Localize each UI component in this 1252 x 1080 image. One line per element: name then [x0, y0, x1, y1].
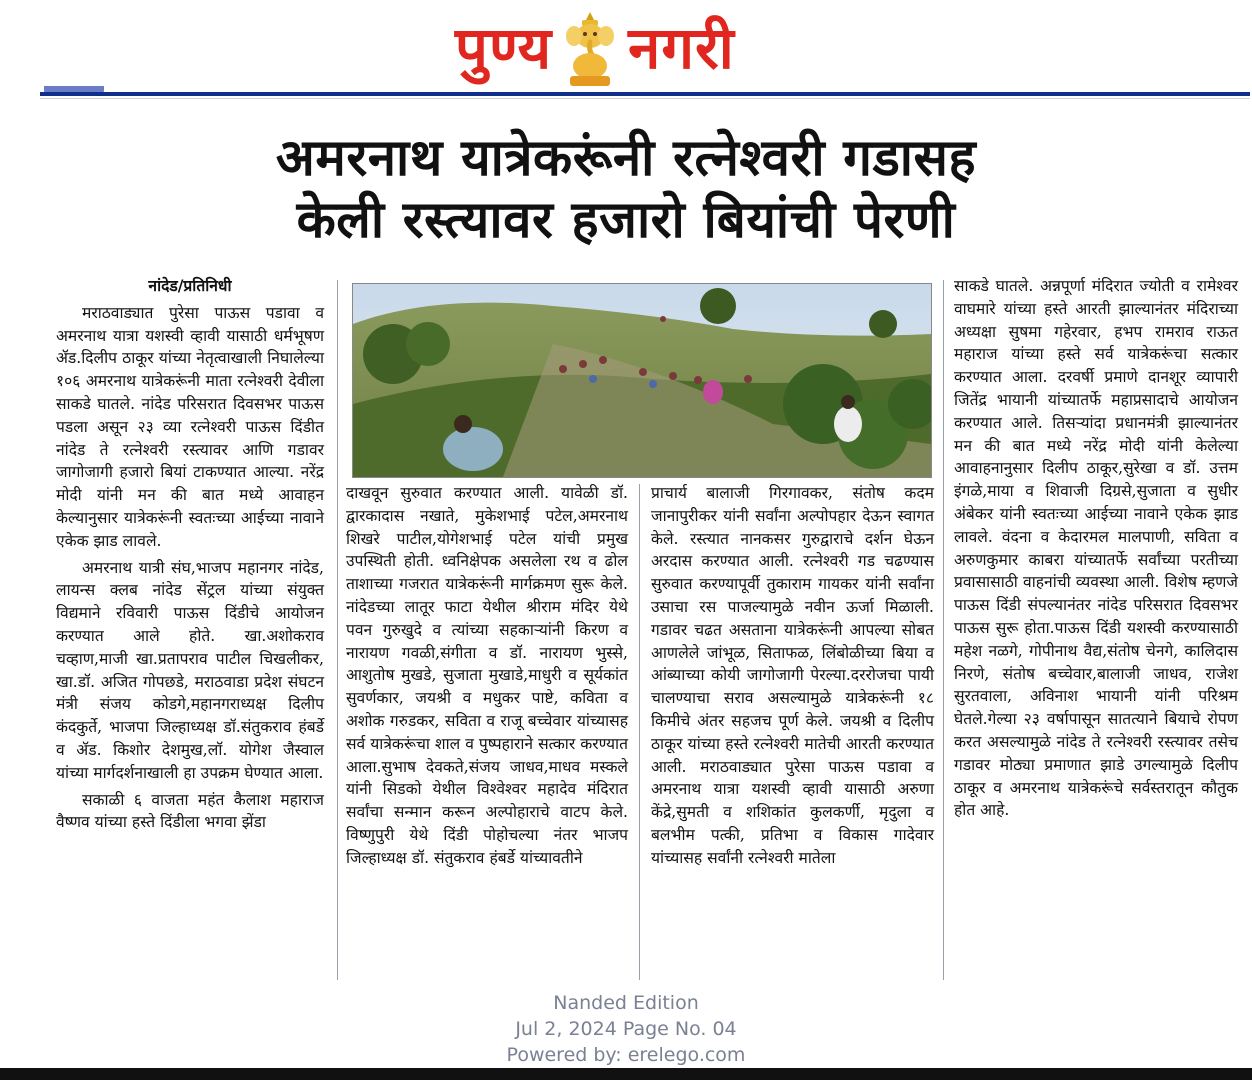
- hillside-planting-photo: [353, 284, 931, 477]
- bottom-bar: [0, 1068, 1252, 1080]
- newspaper-logo: [455, 8, 735, 88]
- col3-text: प्राचार्य बालाजी गिरगावकर, संतोष कदम जानापुरीकर यांनी सर्वांना अल्पोपहार देऊन स्वागत केले. रस्त्यात नानकसर गुरुद्वाराचे दर्शन घेऊन अरदास करण्यात आली. रत्नेश्वरी गड चढण्यास सुरुवात करण्यापूर्वी तुकाराम गायकर यांनी सर्वांना उसाचा रस पाजल्यामुळे नवीन ऊर्जा मिळाली. गडावर चढत असताना यात्रेकरूंनी आपल्या सोबत आणलेले जांभूळ, सिताफळ, लिंबोळीच्या बिया व आंब्याच्या कोयी जागोजागी पेरल्या.दररोजचा पायी चालण्याचा सराव असल्यामुळे यात्रेकरूंनी १८ किमीचे अंतर सहजच पूर्ण केले. जयश्री व दिलीप ठाकूर यांच्या हस्ते रत्नेश्वरी मातेची आरती करण्यात आली. मराठवाड्यात पुरेसा पाऊस पडावा व अमरनाथ यात्रा यशस्वी व्हावी यासाठी अरुणा केंद्रे,सुमती व शशिकांत कुलकर्णी, मृदुला व बलभीम पत्की, प्रतिभा व विकास गादेवार यांच्यासह सर्वांनी रत्नेश्वरी मातेला: [651, 484, 934, 867]
- masthead-rule: [40, 92, 1250, 96]
- logo-right-word: नगरी: [628, 14, 735, 82]
- article-column-2: [346, 482, 628, 982]
- col1-paragraph-2: अमरनाथ यात्री संघ,भाजप महानगर नांदेड, लायन्स क्लब नांदेड सेंट्रल यांच्या संयुक्त विद्यमाने रविवारी पाऊस दिंडीचे आयोजन करण्यात आले होते. खा.अशोकराव चव्हाण,माजी खा.प्रतापराव पाटील चिखलीकर, खा.डॉ. अजित गोपछडे, मराठवाडा प्रदेश संघटन मंत्री संजय कोडगे,महानगराध्यक्ष दिलीप कंदकुर्ते, भाजपा जिल्हाध्यक्ष डॉ.संतुकराव हंबर्डे व ॲड. किशोर देशमुख,लॉ. योगेश जैस्वाल यांच्या मार्गदर्शनाखाली हा उपक्रम घेण्यात आला.: [56, 558, 324, 782]
- headline: [20, 128, 1232, 252]
- logo-left-word: पुण्य: [455, 14, 553, 82]
- powered-by-link[interactable]: Powered by: erelego.com: [506, 1044, 746, 1066]
- article-column-1: [56, 275, 324, 980]
- edition-date-page: Jul 2, 2024 Page No. 04: [515, 1018, 737, 1040]
- article-column-3: [651, 482, 934, 982]
- col1-paragraph-3: सकाळी ६ वाजता महंत कैलाश महाराज वैष्णव यांच्या हस्ते दिंडीला भगवा झेंडा: [56, 790, 324, 832]
- article-column-4: [954, 275, 1238, 980]
- column-divider: [943, 280, 944, 980]
- masthead-rule-thin: [40, 98, 1250, 99]
- col4-text: साकडे घातले. अन्नपूर्णा मंदिरात ज्योती व रामेश्वर वाघमारे यांच्या हस्ते आरती झाल्यानंतर मंदिराच्या अध्यक्षा सुषमा गहेरवार, हभप रामराव राऊत महाराज यांच्या हस्ते सर्व यात्रेकरूंचा सत्कार करण्यात आला. दरवर्षी प्रमाणे दानशूर व्यापारी जितेंद्र भायानी यांच्यातर्फे महाप्रसादाचे आयोजन करण्यात आले. तिसऱ्यांदा प्रधानमंत्री झाल्यानंतर मन की बात मध्ये नरेंद्र मोदी यांनी केलेल्या आवाहनानुसार दिलीप ठाकूर,सुरेखा व डॉ. उत्तम इंगळे,माया व शिवाजी दिग्रसे,सुजाता व सुधीर अंबेकर यांनी स्वतःच्या आईच्या नावाने एकेक झाड लावले. वंदना व केदारमल मालपाणी, सविता व अरुणकुमार काबरा यांच्यातर्फे सर्वांच्या परतीच्या प्रवासासाठी वाहनांची व्यवस्था आली. विशेष म्हणजे पाऊस दिंडी संपल्यानंतर नांदेड परिसरात दिवसभर पाऊस सुरू होता.पाऊस दिंडी यशस्वी करण्यासाठी महेश नळगे, गोपीनाथ वैद्य,संतोष चेनगे, कालिदास निरणे, संतोष बच्चेवार,बालाजी जाधव, राजेश सुरतवाला, अविनाश भायानी यांनी परिश्रम घेतले.गेल्या २३ वर्षापासून सातत्याने बियाचे रोपण करत असल्यामुळे नांदेड ते रत्नेश्वरी रस्त्यावर तसेच गडावर मोठ्या प्रमाणात झाडे उगल्यामुळे दिलीप ठाकूर व अमरनाथ यात्रेकरूंचे सर्वस्तरातून कौतुक होत आहे.: [954, 277, 1238, 820]
- col2-text: दाखवून सुरुवात करण्यात आली. यावेळी डॉ. द्वारकादास नखाते, मुकेशभाई पटेल,अमरनाथ शिखरे पाटील,योगेशभाई पटेल यांची प्रमुख उपस्थिती होती. ध्वनिक्षेपक असलेला रथ व ढोल ताशाच्या गजरात यात्रेकरूंनी मार्गक्रमण सुरू केले. नांदेडच्या लातूर फाटा येथील श्रीराम मंदिर येथे पवन गुरुखुदे व त्यांच्या सहकाऱ्यांनी किरण व नारायण गवळी,संगीता व डॉ. नारायण भुस्से, आशुतोष मुखडे, सुजाता मुखाडे,माधुरी व सूर्यकांत सुवर्णकार, जयश्री व मधुकर पाष्टे, कविता व अशोक गरुडकर, सविता व राजू बच्चेवार यांच्यासह सर्व यात्रेकरूंचा शाल व पुष्पहाराने सत्कार करण्यात आला.सुभाष देवकते,संजय जाधव,माधव मस्कले यांनी सिडको येथील विश्वेश्वर महादेव मंदिरात सर्वांचा सन्मान करून अल्पोहाराचे वाटप केले. विष्णुपुरी येथे दिंडी पोहोचल्या नंतर भाजप जिल्हाध्यक्ष डॉ. संतुकराव हंबर्डे यांच्यावतीने: [346, 484, 628, 867]
- ganesha-icon: [558, 8, 622, 88]
- edition-footer: [0, 990, 1252, 1068]
- edition-name: Nanded Edition: [553, 992, 699, 1014]
- dateline: नांदेड/प्रतिनिधी: [148, 276, 232, 295]
- headline-line-2: केली रस्त्यावर हजारो बियांची पेरणी: [296, 191, 956, 250]
- article-photo: [352, 283, 932, 478]
- headline-line-1: अमरनाथ यात्रेकरूंनी रत्नेश्वरी गडासह: [275, 129, 977, 188]
- column-divider: [639, 484, 640, 980]
- masthead: [0, 0, 1252, 96]
- column-divider: [337, 280, 338, 980]
- col1-paragraph-1: मराठवाड्यात पुरेसा पाऊस पडावा व अमरनाथ यात्रा यशस्वी व्हावी यासाठी धर्मभूषण ॲड.दिलीप ठाकूर यांच्या नेतृत्वाखाली निघालेल्या १०६ अमरनाथ यात्रेकरूंनी माता रत्नेश्वरी देवीला साकडे घातले. नांदेड परिसरात दिवसभर पाऊस पडला असून २३ व्या रत्नेश्वरी पाऊस दिंडीत नांदेड ते रत्नेश्वरी रस्त्यावर आणि गडावर जागोजागी हजारो बियां टाकण्यात आल्या. नरेंद्र मोदी यांनी मन की बात मध्ये आवाहन केल्यानुसार यात्रेकरूंनी स्वतःच्या आईच्या नावाने एकेक झाड लावले.: [56, 303, 324, 550]
